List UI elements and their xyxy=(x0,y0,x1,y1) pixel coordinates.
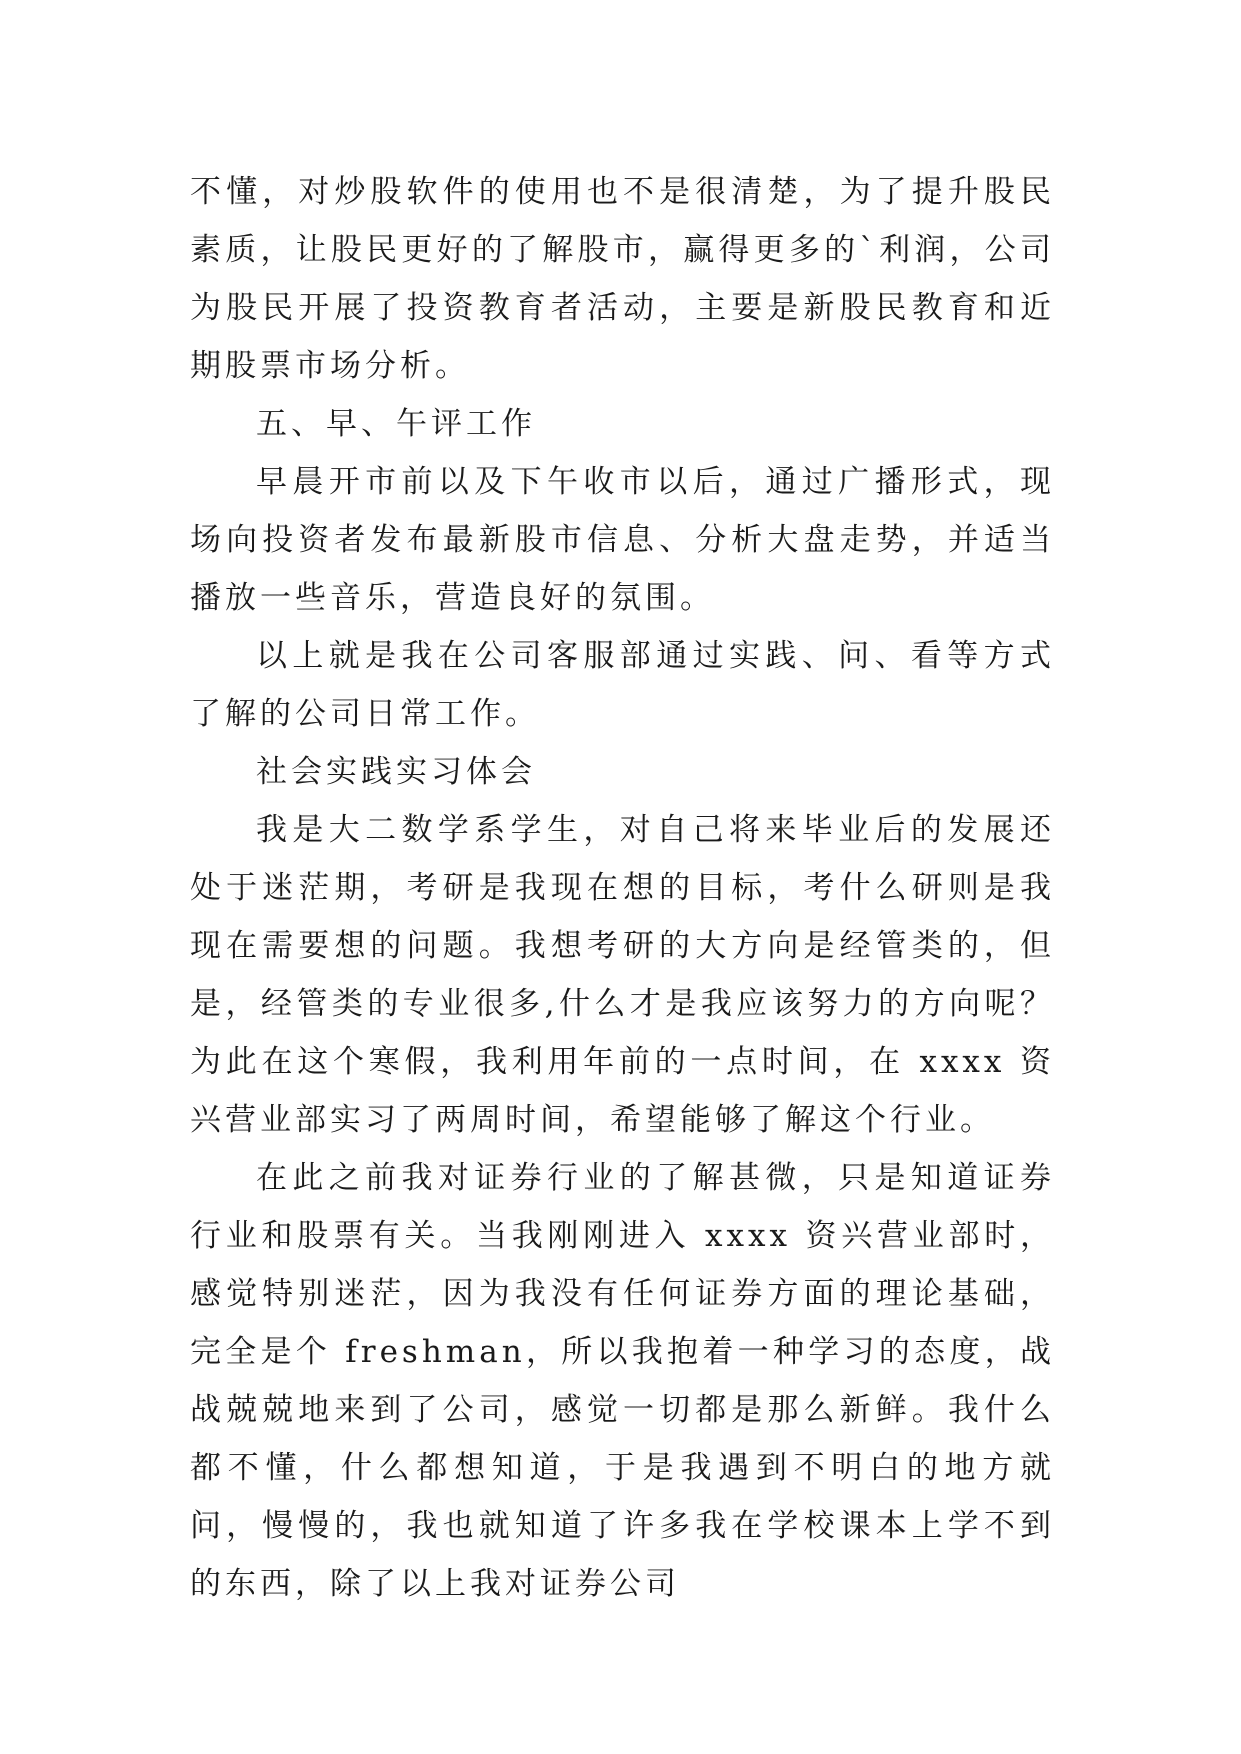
paragraph-summary: 以上就是我在公司客服部通过实践、问、看等方式了解的公司日常工作。 xyxy=(190,638,1055,732)
paragraph-broadcast: 早晨开市前以及下午收市以后，通过广播形式，现场向投资者发布最新股市信息、分析大盘走势，并适当播放一些音乐，营造良好的氛围。 xyxy=(190,464,1055,616)
document-body xyxy=(190,163,1055,1613)
section-heading-morning-afternoon-review: 五、早、午评工作 xyxy=(256,406,536,442)
paragraph-introduction: 我是大二数学系学生，对自己将来毕业后的发展还处于迷茫期，考研是我现在想的目标，考什么研则是我现在需要想的问题。我想考研的大方向是经管类的，但是，经管类的专业很多,什么才是我应该努力的方向呢？为此在这个寒假，我利用年前的一点时间，在 xxxx 资兴营业部实习了两周时间，希望能够了解这个行业。 xyxy=(190,812,1055,1138)
paragraph-experience: 在此之前我对证券行业的了解甚微，只是知道证券行业和股票有关。当我刚刚进入 xxxx 资兴营业部时，感觉特别迷茫，因为我没有任何证券方面的理论基础，完全是个 freshman，所以我抱着一种学习的态度，战战兢兢地来到了公司，感觉一切都是那么新鲜。我什么都不懂，什么都想知道，于是我遇到不明白的地方就问，慢慢的，我也就知道了许多我在学校课本上学不到的东西，除了以上我对证券公司 xyxy=(190,1160,1055,1602)
paragraph-continuation: 不懂，对炒股软件的使用也不是很清楚，为了提升股民素质，让股民更好的了解股市，赢得更多的`利润，公司为股民开展了投资教育者活动，主要是新股民教育和近期股票市场分析。 xyxy=(190,174,1055,384)
section-heading-practice-reflection: 社会实践实习体会 xyxy=(256,754,536,790)
